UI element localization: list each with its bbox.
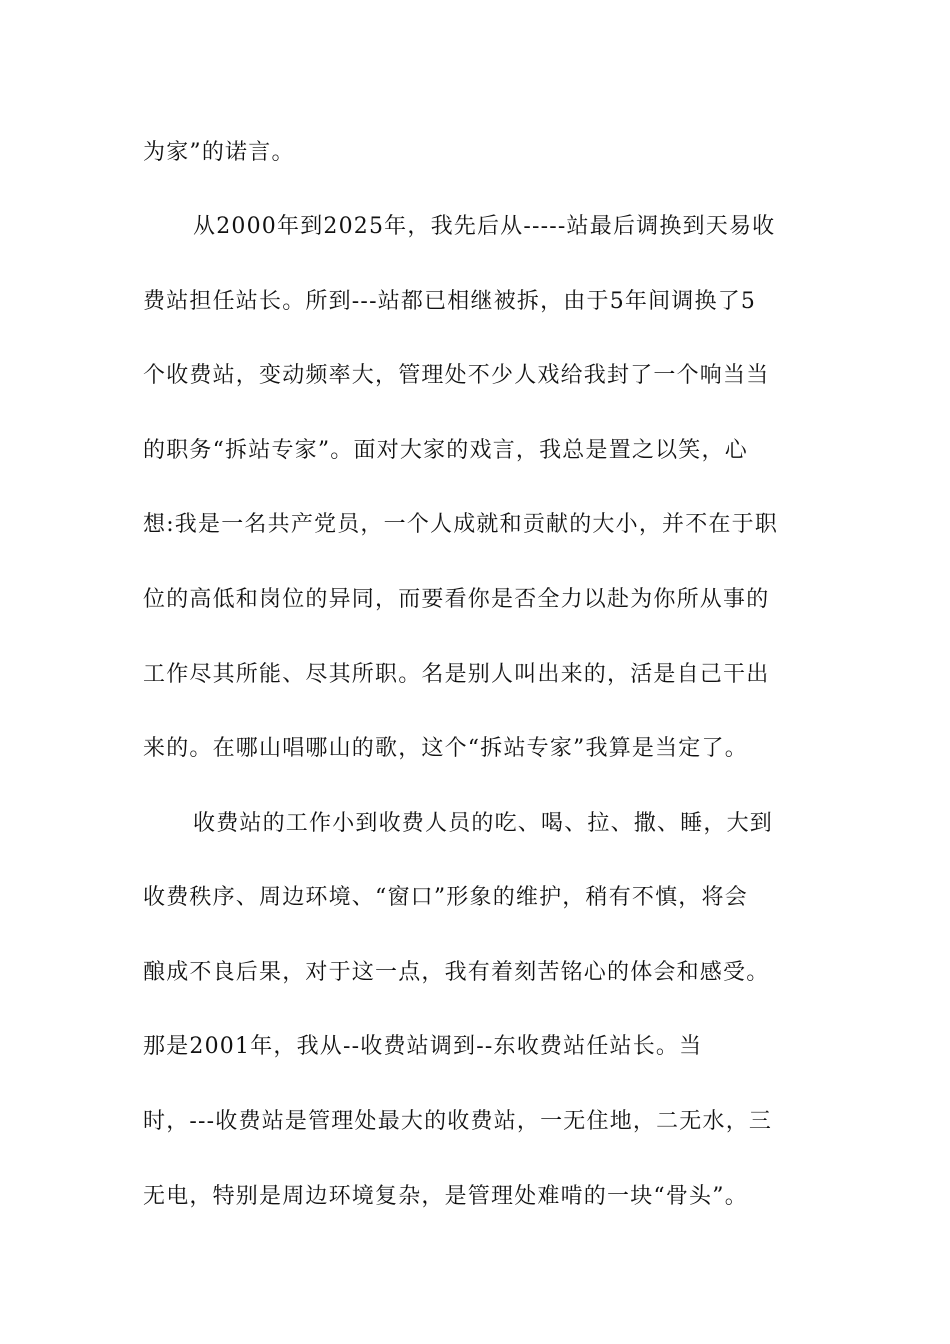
paragraph-3-line-1: 收费站的工作小到收费人员的吃、喝、拉、撒、睡，大到 (193, 811, 774, 836)
text-line-1: 为家”的诺言。 (143, 140, 295, 165)
paragraph-2-line-7: 工作尽其所能、尽其所职。名是别人叫出来的，活是自己干出 (143, 662, 770, 687)
paragraph-2-line-5: 想:我是一名共产党员，一个人成就和贡献的大小，并不在于职 (143, 512, 779, 537)
paragraph-2-line-8: 来的。在哪山唱哪山的歌，这个“拆站专家”我算是当定了。 (143, 736, 748, 761)
paragraph-2-line-1: 从2000年到2025年，我先后从-----站最后调换到天易收 (193, 214, 776, 239)
paragraph-2-line-2: 费站担任站长。所到---站都已相继被拆，由于5年间调换了5 (143, 289, 757, 314)
paragraph-3-line-5: 时，---收费站是管理处最大的收费站，一无住地，二无水，三 (143, 1109, 773, 1134)
paragraph-2-line-6: 位的高低和岗位的异同，而要看你是否全力以赴为你所从事的 (143, 587, 770, 612)
paragraph-2-line-4: 的职务“拆站专家”。面对大家的戏言，我总是置之以笑，心 (143, 438, 748, 463)
paragraph-3-line-4: 那是2001年，我从--收费站调到--东收费站任站长。当 (143, 1034, 703, 1059)
paragraph-3-line-3: 酿成不良后果，对于这一点，我有着刻苦铭心的体会和感受。 (143, 960, 770, 985)
paragraph-2-line-3: 个收费站，变动频率大，管理处不少人戏给我封了一个响当当 (143, 363, 770, 388)
paragraph-3-line-6: 无电，特别是周边环境复杂，是管理处难啃的一块“骨头”。 (143, 1184, 748, 1209)
paragraph-3-line-2: 收费秩序、周边环境、“窗口”形象的维护，稍有不慎，将会 (143, 885, 748, 910)
